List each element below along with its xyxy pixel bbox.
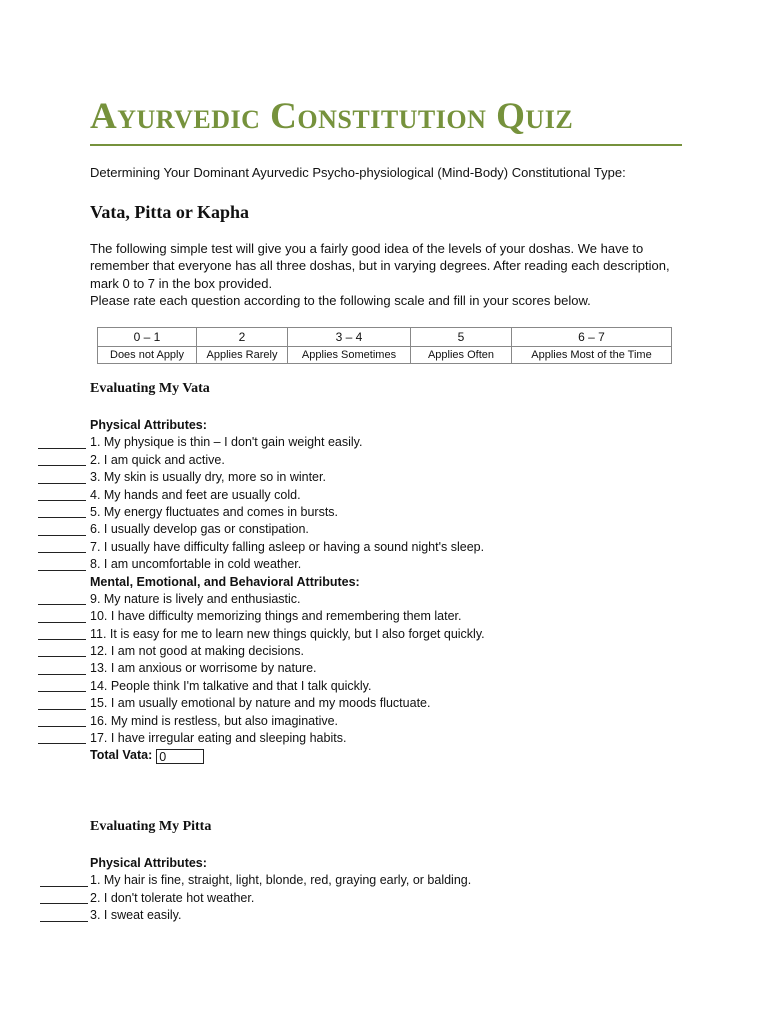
pitta-section-heading: Evaluating My Pitta [90, 819, 212, 834]
scale-label: Applies Often [411, 347, 512, 364]
score-input[interactable] [38, 552, 86, 553]
scale-score: 3 – 4 [288, 328, 411, 347]
question-text: 12. I am not good at making decisions. [90, 644, 305, 659]
score-input[interactable] [38, 465, 86, 466]
vata-question-list [0, 417, 770, 765]
question-text: 15. I am usually emotional by nature and my moods fluctuate. [90, 696, 431, 711]
question-row [0, 434, 770, 451]
page-title: Ayurvedic Constitution Quiz [90, 96, 574, 137]
question-text: 16. My mind is restless, but also imaginative. [90, 713, 339, 728]
question-row [0, 660, 770, 677]
scale-score: 0 – 1 [98, 328, 197, 347]
question-row [0, 469, 770, 486]
question-text: 1. My hair is fine, straight, light, blonde, red, graying early, or balding. [90, 873, 472, 888]
score-input[interactable] [38, 726, 86, 727]
vata-physical-label-row [0, 417, 770, 434]
question-row [0, 907, 770, 924]
vata-section-heading: Evaluating My Vata [90, 381, 210, 396]
score-input[interactable] [38, 709, 86, 710]
score-input[interactable] [38, 448, 86, 449]
question-row [0, 556, 770, 573]
scale-score: 2 [197, 328, 288, 347]
rating-scale-table [97, 327, 672, 364]
question-row [0, 521, 770, 538]
vata-total [90, 747, 204, 764]
question-text: 8. I am uncomfortable in cold weather. [90, 557, 302, 572]
question-text: 11. It is easy for me to learn new things quickly, but I also forget quickly. [90, 626, 485, 641]
question-row [0, 643, 770, 660]
question-row [0, 452, 770, 469]
question-text: 13. I am anxious or worrisome by nature. [90, 661, 317, 676]
question-text: 9. My nature is lively and enthusiastic. [90, 591, 301, 606]
score-input[interactable] [38, 483, 86, 484]
score-input[interactable] [38, 622, 86, 623]
intro-text [90, 240, 680, 309]
vata-mental-label-row [0, 574, 770, 591]
question-text: 17. I have irregular eating and sleeping habits. [90, 731, 347, 746]
question-row [0, 591, 770, 608]
question-text: 3. I sweat easily. [90, 908, 182, 923]
score-input[interactable] [40, 903, 88, 904]
scale-label: Applies Sometimes [288, 347, 411, 364]
question-text: 10. I have difficulty memorizing things and remembering them later. [90, 609, 462, 624]
pitta-question-list [0, 855, 770, 925]
question-text: 5. My energy fluctuates and comes in bursts. [90, 504, 339, 519]
score-input[interactable] [38, 656, 86, 657]
score-input[interactable] [38, 743, 86, 744]
question-row [0, 487, 770, 504]
intro-instruction: Please rate each question according to the following scale and fill in your scores below. [90, 292, 591, 308]
scale-score: 5 [411, 328, 512, 347]
question-text: 4. My hands and feet are usually cold. [90, 487, 301, 502]
subtitle: Determining Your Dominant Ayurvedic Psycho-physiological (Mind-Body) Constitutional Type: [90, 165, 626, 180]
score-input[interactable] [38, 517, 86, 518]
question-row [0, 626, 770, 643]
score-input[interactable] [40, 921, 88, 922]
vata-mental-label: Mental, Emotional, and Behavioral Attributes: [90, 574, 360, 589]
question-row [0, 539, 770, 556]
question-row [0, 695, 770, 712]
score-input[interactable] [38, 674, 86, 675]
question-text: 3. My skin is usually dry, more so in winter. [90, 470, 326, 485]
score-input[interactable] [38, 604, 86, 605]
scale-label: Does not Apply [98, 347, 197, 364]
question-row [0, 608, 770, 625]
question-text: 6. I usually develop gas or constipation. [90, 522, 309, 537]
title-divider [90, 144, 682, 146]
question-text: 14. People think I'm talkative and that I talk quickly. [90, 678, 372, 693]
question-row [0, 713, 770, 730]
pitta-physical-label: Physical Attributes: [90, 856, 207, 870]
question-row [0, 730, 770, 747]
intro-paragraph: The following simple test will give you a fairly good idea of the levels of your doshas. We have to remember that everyone has all three doshas, but in varying degrees. After reading each description, mark 0 to 7 in the box provided. [90, 241, 670, 291]
question-row [0, 504, 770, 521]
vata-total-label: Total Vata: [90, 748, 153, 763]
score-input[interactable] [38, 535, 86, 536]
dosha-heading: Vata, Pitta or Kapha [90, 202, 250, 222]
score-input[interactable] [38, 500, 86, 501]
pitta-physical-label-row [0, 855, 770, 872]
question-text: 7. I usually have difficulty falling asleep or having a sound night's sleep. [90, 539, 485, 554]
scale-label: Applies Rarely [197, 347, 288, 364]
vata-total-row [0, 747, 770, 764]
question-text: 1. My physique is thin – I don't gain weight easily. [90, 435, 363, 450]
question-row [0, 890, 770, 907]
score-input[interactable] [38, 639, 86, 640]
score-input[interactable] [38, 691, 86, 692]
scale-label: Applies Most of the Time [512, 347, 672, 364]
question-text: 2. I am quick and active. [90, 452, 225, 467]
vata-physical-label: Physical Attributes: [90, 418, 207, 432]
score-input[interactable] [40, 886, 88, 887]
score-input[interactable] [38, 570, 86, 571]
scale-score: 6 – 7 [512, 328, 672, 347]
question-text: 2. I don't tolerate hot weather. [90, 890, 255, 905]
question-row [0, 872, 770, 889]
question-row [0, 678, 770, 695]
vata-total-field[interactable]: 0 [156, 749, 204, 764]
